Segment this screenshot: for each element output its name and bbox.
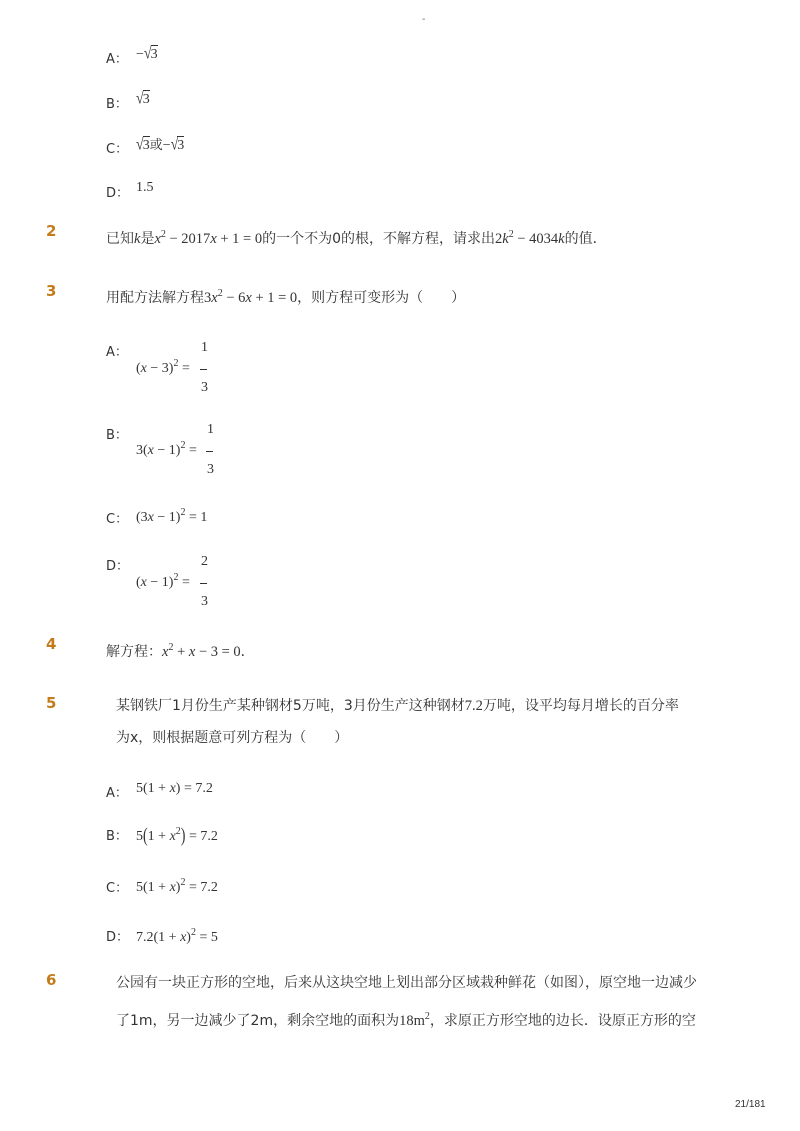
question-number-6: 6 bbox=[46, 971, 57, 989]
q3-option-a-numerator: 1 bbox=[201, 340, 208, 355]
q3-option-d-fraction-bar bbox=[200, 583, 207, 584]
q3-option-d-label: D： bbox=[106, 559, 130, 574]
question-4-text: 解方程：$x^2 + x - 3 = 0$． bbox=[106, 642, 255, 660]
question-6-line-1: 公园有一块正方形的空地，后来从这块空地上划出部分区域栽种鲜花（如图），原空地一边减少 bbox=[116, 975, 697, 991]
q5-option-a-value: 5(1 + x) = 7.2 bbox=[136, 781, 213, 796]
q3-option-d-lhs: $(x - 1)^2$ = bbox=[136, 572, 190, 590]
q3-option-a-label: A： bbox=[106, 345, 128, 360]
question-number-3: 3 bbox=[46, 282, 57, 300]
q5-option-c-label: C： bbox=[106, 881, 129, 896]
page-number: 21/181 bbox=[735, 1099, 766, 1110]
question-number-4: 4 bbox=[46, 635, 57, 653]
q5-option-a-label: A： bbox=[106, 786, 128, 801]
q1-option-a-value: −√3 bbox=[136, 45, 158, 64]
q1-option-d-value: 1.5 bbox=[136, 180, 154, 195]
header-mark: - bbox=[422, 14, 426, 25]
q3-option-b-denominator: 3 bbox=[207, 462, 214, 477]
q3-option-d-numerator: 2 bbox=[201, 554, 208, 569]
q1-option-b-value: √3 bbox=[136, 90, 150, 109]
q1-option-b-label: B： bbox=[106, 97, 128, 112]
question-number-2: 2 bbox=[46, 222, 57, 240]
question-5-line-2: 为x，则根据题意可列方程为（ ） bbox=[116, 730, 349, 746]
q3-option-a-fraction-bar bbox=[200, 369, 207, 370]
question-number-5: 5 bbox=[46, 694, 57, 712]
q3-option-b-numerator: 1 bbox=[207, 422, 214, 437]
question-2-text: 已知k是$x^2 - 2017x + 1 = 0$的一个不为0的根，不解方程，请求出$2k^2 - 4034k$的值． bbox=[106, 229, 607, 247]
q3-option-d-denominator: 3 bbox=[201, 594, 208, 609]
q1-option-d-label: D： bbox=[106, 186, 130, 201]
question-5-line-1: 某钢铁厂1月份生产某种钢材5万吨，3月份生产这种钢材7.2万吨，设平均每月增长的百分率 bbox=[116, 698, 679, 714]
q3-option-c-value: $(3x - 1)^2 = 1$ bbox=[136, 507, 208, 525]
q1-option-c-label: C： bbox=[106, 142, 129, 157]
question-3-text: 用配方法解方程$3x^2 - 6x + 1 = 0$，则方程可变形为（ ） bbox=[106, 288, 466, 306]
q5-option-b-value: $5(1 + x^2) = 7.2$ bbox=[136, 825, 218, 848]
q5-option-b-label: B： bbox=[106, 829, 128, 844]
q3-option-b-fraction-bar bbox=[206, 451, 213, 452]
q3-option-c-label: C： bbox=[106, 512, 129, 527]
question-6-line-2: 了1m，另一边减少了2m，剩余空地的面积为$18m^2$，求原正方形空地的边长．设原正方形的空 bbox=[116, 1011, 696, 1029]
q3-option-a-denominator: 3 bbox=[201, 380, 208, 395]
q1-option-c-value: √3或−√3 bbox=[136, 136, 185, 155]
q5-option-c-value: $5(1 + x)^2 = 7.2$ bbox=[136, 877, 218, 895]
q3-option-b-lhs: $3(x - 1)^2$ = bbox=[136, 440, 197, 458]
q1-option-a-label: A： bbox=[106, 52, 128, 67]
q3-option-b-label: B： bbox=[106, 428, 128, 443]
q3-option-a-lhs: $(x - 3)^2$ = bbox=[136, 358, 190, 376]
q5-option-d-label: D： bbox=[106, 930, 130, 945]
q5-option-d-value: $7.2(1 + x)^2 = 5$ bbox=[136, 927, 218, 945]
